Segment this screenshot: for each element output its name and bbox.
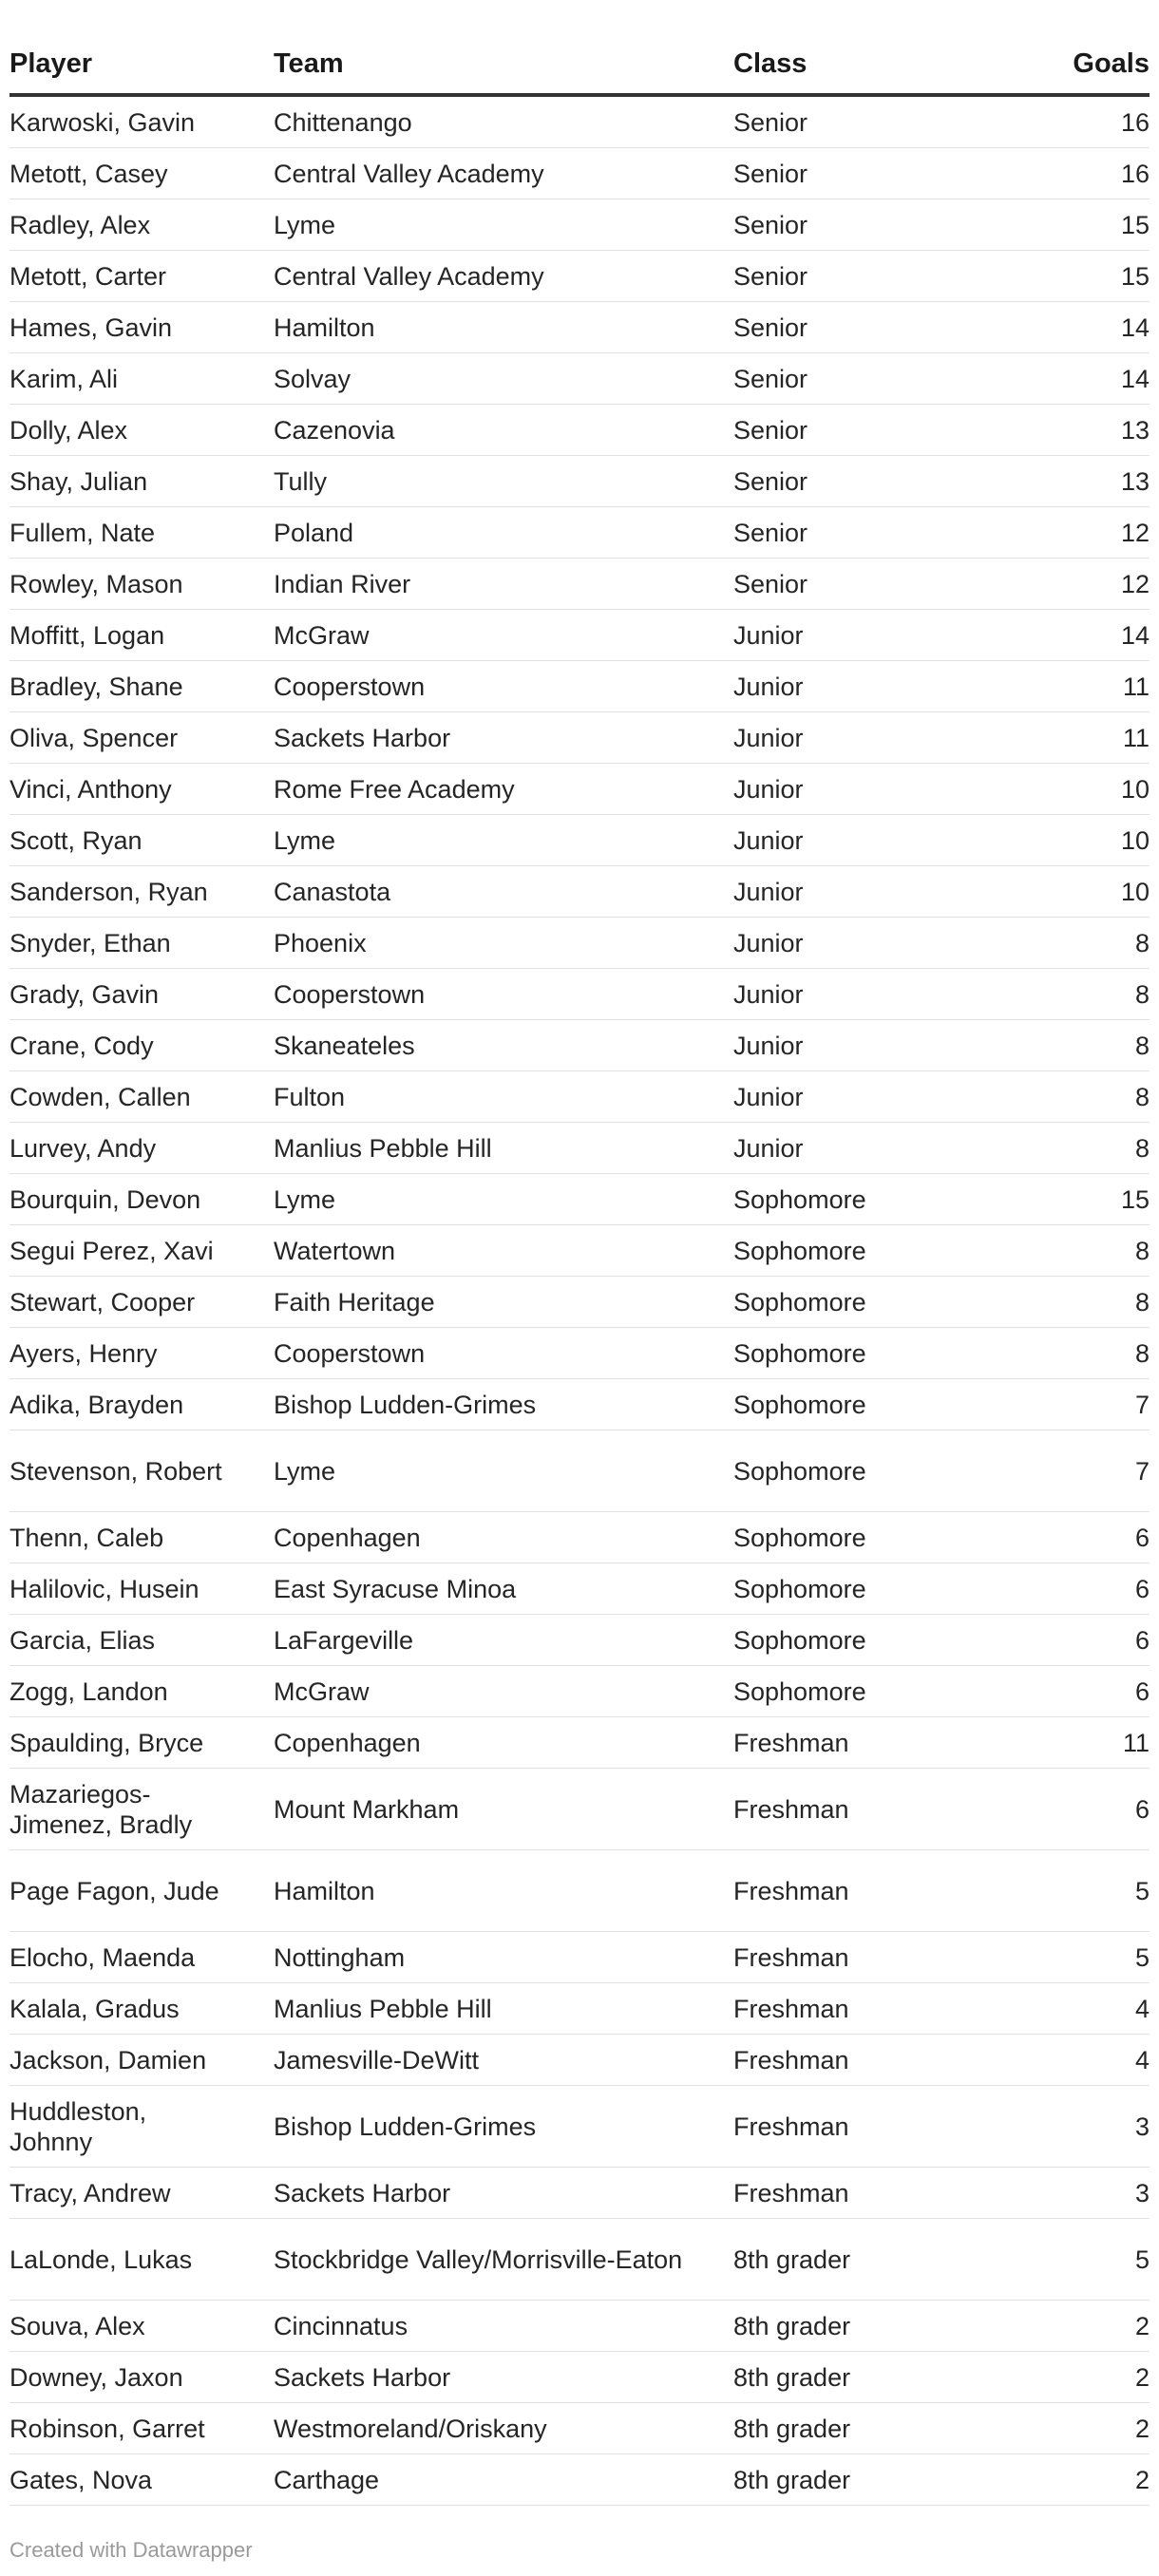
player-cell: Vinci, Anthony <box>10 764 274 815</box>
table-row <box>10 1932 1150 1983</box>
team-cell: McGraw <box>274 1666 733 1717</box>
table-row <box>10 1123 1150 1174</box>
player-cell: Moffitt, Logan <box>10 610 274 661</box>
table-row <box>10 1666 1150 1717</box>
player-cell: Cowden, Callen <box>10 1071 274 1123</box>
player-cell: Robinson, Garret <box>10 2403 274 2454</box>
table-row <box>10 507 1150 559</box>
team-cell: Sackets Harbor <box>274 2352 733 2403</box>
class-cell: Sophomore <box>733 1666 1018 1717</box>
player-cell: LaLonde, Lukas <box>10 2219 274 2301</box>
goals-cell: 12 <box>1018 507 1150 559</box>
goals-cell: 11 <box>1018 661 1150 712</box>
table-row <box>10 969 1150 1020</box>
player-cell: Segui Perez, Xavi <box>10 1225 274 1277</box>
player-cell: Sanderson, Ryan <box>10 866 274 918</box>
header-row <box>10 34 1150 95</box>
table-row <box>10 815 1150 866</box>
player-cell: Crane, Cody <box>10 1020 274 1071</box>
player-cell: Zogg, Landon <box>10 1666 274 1717</box>
class-cell: 8th grader <box>733 2352 1018 2403</box>
goals-cell: 11 <box>1018 1717 1150 1769</box>
team-cell: Copenhagen <box>274 1717 733 1769</box>
goals-cell: 4 <box>1018 1983 1150 2035</box>
table-row <box>10 1563 1150 1615</box>
team-cell: LaFargeville <box>274 1615 733 1666</box>
class-cell: Senior <box>733 559 1018 610</box>
goals-cell: 13 <box>1018 405 1150 456</box>
class-cell: Freshman <box>733 1983 1018 2035</box>
player-cell: Page Fagon, Jude <box>10 1850 274 1932</box>
player-cell: Snyder, Ethan <box>10 918 274 969</box>
team-cell: Westmoreland/Oriskany <box>274 2403 733 2454</box>
team-cell: Watertown <box>274 1225 733 1277</box>
player-cell: Kalala, Gradus <box>10 1983 274 2035</box>
team-cell: Cazenovia <box>274 405 733 456</box>
class-cell: Sophomore <box>733 1615 1018 1666</box>
team-cell: Indian River <box>274 559 733 610</box>
table-row <box>10 918 1150 969</box>
class-cell: Freshman <box>733 1850 1018 1932</box>
class-cell: Senior <box>733 353 1018 405</box>
player-cell: Oliva, Spencer <box>10 712 274 764</box>
class-cell: Senior <box>733 302 1018 353</box>
class-cell: Senior <box>733 199 1018 251</box>
class-cell: Junior <box>733 866 1018 918</box>
player-cell: Ayers, Henry <box>10 1328 274 1379</box>
player-cell: Metott, Carter <box>10 251 274 302</box>
goals-cell: 14 <box>1018 610 1150 661</box>
goals-cell: 10 <box>1018 815 1150 866</box>
class-cell: Sophomore <box>733 1379 1018 1430</box>
table-row <box>10 2035 1150 2086</box>
table-row <box>10 2403 1150 2454</box>
table-row <box>10 764 1150 815</box>
team-cell: Mount Markham <box>274 1769 733 1850</box>
goals-cell: 8 <box>1018 1071 1150 1123</box>
player-cell: Hames, Gavin <box>10 302 274 353</box>
goals-cell: 13 <box>1018 456 1150 507</box>
team-cell: Solvay <box>274 353 733 405</box>
class-cell: Sophomore <box>733 1174 1018 1225</box>
goals-cell: 7 <box>1018 1379 1150 1430</box>
team-cell: Copenhagen <box>274 1512 733 1563</box>
class-cell: 8th grader <box>733 2454 1018 2506</box>
player-cell: Huddleston, Johnny <box>10 2086 274 2168</box>
team-cell: McGraw <box>274 610 733 661</box>
team-cell: Central Valley Academy <box>274 148 733 199</box>
goals-cell: 10 <box>1018 764 1150 815</box>
team-cell: Stockbridge Valley/Morrisville-Eaton <box>274 2219 733 2301</box>
team-cell: Hamilton <box>274 1850 733 1932</box>
class-cell: Sophomore <box>733 1225 1018 1277</box>
team-cell: Phoenix <box>274 918 733 969</box>
team-cell: Lyme <box>274 1430 733 1512</box>
column-header-player[interactable]: Player <box>10 34 274 95</box>
class-cell: Sophomore <box>733 1430 1018 1512</box>
class-cell: Sophomore <box>733 1328 1018 1379</box>
goals-cell: 2 <box>1018 2454 1150 2506</box>
table-row <box>10 405 1150 456</box>
team-cell: Chittenango <box>274 95 733 148</box>
team-cell: Canastota <box>274 866 733 918</box>
team-cell: Manlius Pebble Hill <box>274 1123 733 1174</box>
table-row <box>10 1020 1150 1071</box>
class-cell: Junior <box>733 1123 1018 1174</box>
table-row <box>10 199 1150 251</box>
table-row <box>10 1277 1150 1328</box>
goals-cell: 10 <box>1018 866 1150 918</box>
team-cell: Lyme <box>274 815 733 866</box>
goals-cell: 8 <box>1018 1123 1150 1174</box>
class-cell: Junior <box>733 1071 1018 1123</box>
goals-cell: 3 <box>1018 2168 1150 2219</box>
goals-cell: 5 <box>1018 1932 1150 1983</box>
table-row <box>10 1850 1150 1932</box>
table-row <box>10 2168 1150 2219</box>
player-cell: Grady, Gavin <box>10 969 274 1020</box>
class-cell: Freshman <box>733 2086 1018 2168</box>
team-cell: Poland <box>274 507 733 559</box>
table-row <box>10 95 1150 148</box>
table-row <box>10 610 1150 661</box>
table-row <box>10 2352 1150 2403</box>
table-row <box>10 1379 1150 1430</box>
player-cell: Garcia, Elias <box>10 1615 274 1666</box>
player-cell: Adika, Brayden <box>10 1379 274 1430</box>
goals-cell: 2 <box>1018 2352 1150 2403</box>
team-cell: Manlius Pebble Hill <box>274 1983 733 2035</box>
player-cell: Karwoski, Gavin <box>10 95 274 148</box>
team-cell: Sackets Harbor <box>274 712 733 764</box>
team-cell: Skaneateles <box>274 1020 733 1071</box>
goals-cell: 14 <box>1018 353 1150 405</box>
player-cell: Souva, Alex <box>10 2301 274 2352</box>
player-cell: Downey, Jaxon <box>10 2352 274 2403</box>
column-header-class[interactable]: Class <box>733 34 1018 95</box>
goals-cell: 6 <box>1018 1563 1150 1615</box>
goals-cell: 4 <box>1018 2035 1150 2086</box>
table-row <box>10 2454 1150 2506</box>
class-cell: 8th grader <box>733 2301 1018 2352</box>
goals-cell: 14 <box>1018 302 1150 353</box>
class-cell: Junior <box>733 1020 1018 1071</box>
class-cell: Freshman <box>733 2168 1018 2219</box>
goals-cell: 8 <box>1018 1277 1150 1328</box>
class-cell: Senior <box>733 95 1018 148</box>
class-cell: 8th grader <box>733 2403 1018 2454</box>
class-cell: Freshman <box>733 1717 1018 1769</box>
team-cell: Tully <box>274 456 733 507</box>
player-cell: Spaulding, Bryce <box>10 1717 274 1769</box>
table-row <box>10 353 1150 405</box>
class-cell: Senior <box>733 507 1018 559</box>
class-cell: Senior <box>733 251 1018 302</box>
goals-table <box>10 34 1150 2506</box>
goals-cell: 6 <box>1018 1512 1150 1563</box>
table-row <box>10 2219 1150 2301</box>
table-row <box>10 1717 1150 1769</box>
class-cell: Senior <box>733 405 1018 456</box>
goals-cell: 8 <box>1018 1328 1150 1379</box>
goals-cell: 16 <box>1018 95 1150 148</box>
player-cell: Gates, Nova <box>10 2454 274 2506</box>
column-header-goals[interactable]: Goals <box>1018 34 1150 95</box>
player-cell: Scott, Ryan <box>10 815 274 866</box>
table-body <box>10 95 1150 2506</box>
class-cell: Junior <box>733 764 1018 815</box>
player-cell: Jackson, Damien <box>10 2035 274 2086</box>
table-header <box>10 34 1150 95</box>
class-cell: Freshman <box>733 1769 1018 1850</box>
goals-cell: 5 <box>1018 2219 1150 2301</box>
team-cell: Carthage <box>274 2454 733 2506</box>
team-cell: Rome Free Academy <box>274 764 733 815</box>
column-header-team[interactable]: Team <box>274 34 733 95</box>
player-cell: Mazariegos-Jimenez, Bradly <box>10 1769 274 1850</box>
player-cell: Karim, Ali <box>10 353 274 405</box>
table-row <box>10 302 1150 353</box>
table-row <box>10 2086 1150 2168</box>
player-cell: Stevenson, Robert <box>10 1430 274 1512</box>
table-row <box>10 1328 1150 1379</box>
team-cell: Cincinnatus <box>274 2301 733 2352</box>
team-cell: Fulton <box>274 1071 733 1123</box>
table-row <box>10 1174 1150 1225</box>
class-cell: Junior <box>733 712 1018 764</box>
class-cell: Sophomore <box>733 1563 1018 1615</box>
player-cell: Fullem, Nate <box>10 507 274 559</box>
table-row <box>10 1071 1150 1123</box>
goals-cell: 15 <box>1018 1174 1150 1225</box>
goals-cell: 8 <box>1018 969 1150 1020</box>
player-cell: Dolly, Alex <box>10 405 274 456</box>
player-cell: Thenn, Caleb <box>10 1512 274 1563</box>
datawrapper-credit: Created with Datawrapper <box>10 2538 253 2562</box>
class-cell: Junior <box>733 610 1018 661</box>
class-cell: Sophomore <box>733 1277 1018 1328</box>
team-cell: Bishop Ludden-Grimes <box>274 1379 733 1430</box>
table-row <box>10 1769 1150 1850</box>
goals-cell: 7 <box>1018 1430 1150 1512</box>
team-cell: Cooperstown <box>274 1328 733 1379</box>
team-cell: Lyme <box>274 1174 733 1225</box>
team-cell: Faith Heritage <box>274 1277 733 1328</box>
player-cell: Bradley, Shane <box>10 661 274 712</box>
player-cell: Halilovic, Husein <box>10 1563 274 1615</box>
class-cell: 8th grader <box>733 2219 1018 2301</box>
team-cell: East Syracuse Minoa <box>274 1563 733 1615</box>
team-cell: Lyme <box>274 199 733 251</box>
player-cell: Elocho, Maenda <box>10 1932 274 1983</box>
table-row <box>10 712 1150 764</box>
table-row <box>10 1983 1150 2035</box>
goals-cell: 11 <box>1018 712 1150 764</box>
table-row <box>10 2301 1150 2352</box>
player-cell: Lurvey, Andy <box>10 1123 274 1174</box>
table-row <box>10 456 1150 507</box>
player-cell: Tracy, Andrew <box>10 2168 274 2219</box>
player-cell: Metott, Casey <box>10 148 274 199</box>
goals-cell: 15 <box>1018 199 1150 251</box>
player-cell: Shay, Julian <box>10 456 274 507</box>
goals-cell: 8 <box>1018 1225 1150 1277</box>
table-row <box>10 251 1150 302</box>
team-cell: Bishop Ludden-Grimes <box>274 2086 733 2168</box>
player-cell: Bourquin, Devon <box>10 1174 274 1225</box>
goals-cell: 5 <box>1018 1850 1150 1932</box>
goals-cell: 15 <box>1018 251 1150 302</box>
table-row <box>10 1512 1150 1563</box>
table-row <box>10 559 1150 610</box>
class-cell: Junior <box>733 969 1018 1020</box>
table-row <box>10 148 1150 199</box>
table-row <box>10 1615 1150 1666</box>
player-cell: Radley, Alex <box>10 199 274 251</box>
goals-cell: 2 <box>1018 2403 1150 2454</box>
class-cell: Junior <box>733 815 1018 866</box>
team-cell: Hamilton <box>274 302 733 353</box>
goals-cell: 6 <box>1018 1615 1150 1666</box>
table-row <box>10 1430 1150 1512</box>
goals-cell: 3 <box>1018 2086 1150 2168</box>
class-cell: Freshman <box>733 2035 1018 2086</box>
goals-cell: 6 <box>1018 1769 1150 1850</box>
class-cell: Senior <box>733 456 1018 507</box>
goals-cell: 12 <box>1018 559 1150 610</box>
team-cell: Central Valley Academy <box>274 251 733 302</box>
team-cell: Cooperstown <box>274 969 733 1020</box>
table-row <box>10 661 1150 712</box>
team-cell: Nottingham <box>274 1932 733 1983</box>
goals-cell: 16 <box>1018 148 1150 199</box>
class-cell: Junior <box>733 918 1018 969</box>
goals-cell: 2 <box>1018 2301 1150 2352</box>
table-row <box>10 1225 1150 1277</box>
team-cell: Cooperstown <box>274 661 733 712</box>
class-cell: Junior <box>733 661 1018 712</box>
goals-cell: 6 <box>1018 1666 1150 1717</box>
goals-cell: 8 <box>1018 1020 1150 1071</box>
goals-cell: 8 <box>1018 918 1150 969</box>
class-cell: Senior <box>733 148 1018 199</box>
team-cell: Sackets Harbor <box>274 2168 733 2219</box>
class-cell: Sophomore <box>733 1512 1018 1563</box>
class-cell: Freshman <box>733 1932 1018 1983</box>
table-row <box>10 866 1150 918</box>
player-cell: Stewart, Cooper <box>10 1277 274 1328</box>
player-cell: Rowley, Mason <box>10 559 274 610</box>
team-cell: Jamesville-DeWitt <box>274 2035 733 2086</box>
